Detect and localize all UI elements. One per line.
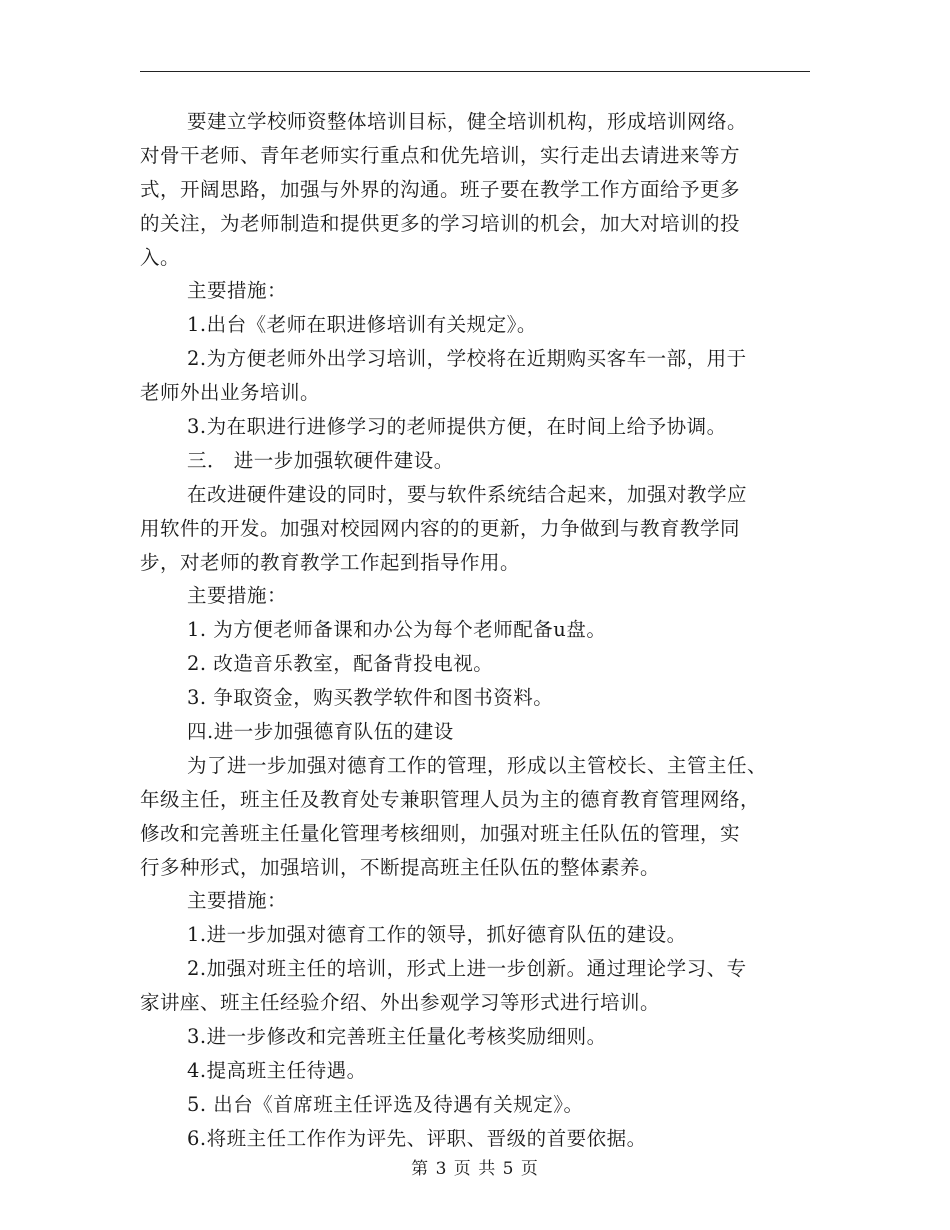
list-item: 3. 争取资金，购买教学软件和图书资料。: [187, 686, 554, 710]
list-item: 2. 改造音乐教室，配备背投电视。: [187, 652, 494, 676]
section-label: 主要措施：: [187, 889, 288, 913]
paragraph-line: 用软件的开发。加强对校园网内容的的更新，力争做到与教育教学同: [140, 516, 741, 540]
paragraph-line: 修改和完善班主任量化管理考核细则，加强对班主任队伍的管理，实: [140, 821, 741, 845]
paragraph-line: 要建立学校师资整体培训目标，健全培训机构，形成培训网络。: [187, 110, 748, 133]
section-heading: 四.进一步加强德育队伍的建设: [187, 720, 454, 744]
paragraph-line: 的关注，为老师制造和提供更多的学习培训的机会，加大对培训的投: [140, 211, 741, 235]
section-heading: 三． 进一步加强软硬件建设。: [187, 448, 454, 472]
paragraph-line: 为了进一步加强对德育工作的管理，形成以主管校长、主管主任、: [187, 753, 768, 777]
list-item: 5. 出台《首席班主任评选及待遇有关规定》。: [187, 1092, 584, 1116]
header-rule: [140, 71, 810, 72]
paragraph-line: 入。: [140, 245, 181, 269]
paragraph-line: 步，对老师的教育教学工作起到指导作用。: [140, 550, 521, 574]
list-item: 1. 为方便老师备课和办公为每个老师配备u盘。: [187, 618, 607, 642]
list-item-continuation: 老师外出业务培训。: [140, 381, 321, 405]
paragraph-line: 式，开阔思路，加强与外界的沟通。班子要在教学工作方面给予更多: [140, 177, 741, 201]
list-item: 3.为在职进行进修学习的老师提供方便，在时间上给予协调。: [187, 415, 727, 439]
list-item: 3.进一步修改和完善班主任量化考核奖励细则。: [187, 1025, 607, 1049]
list-item: 2.加强对班主任的培训，形式上进一步创新。通过理论学习、专: [187, 957, 747, 981]
paragraph-line: 年级主任，班主任及教育处专兼职管理人员为主的德育教育管理网络，: [140, 787, 761, 811]
list-item: 4.提高班主任待遇。: [187, 1058, 367, 1082]
list-item: 2.为方便老师外出学习培训，学校将在近期购买客车一部，用于: [187, 347, 747, 371]
section-label: 主要措施：: [187, 584, 288, 608]
paragraph-line: 对骨干老师、青年老师实行重点和优先培训，实行走出去请进来等方: [140, 143, 741, 167]
page-footer: 第 3 页 共 5 页: [411, 1159, 539, 1179]
list-item-continuation: 家讲座、班主任经验介绍、外出参观学习等形式进行培训。: [140, 991, 661, 1015]
list-item: 1.进一步加强对德育工作的领导，抓好德育队伍的建设。: [187, 923, 687, 947]
body-text: [140, 105, 820, 1156]
list-item: 6.将班主任工作作为评先、评职、晋级的首要依据。: [187, 1126, 647, 1150]
paragraph-line: 行多种形式，加强培训，不断提高班主任队伍的整体素养。: [140, 855, 661, 879]
list-item: 1.出台《老师在职进修培训有关规定》。: [187, 313, 537, 337]
section-label: 主要措施：: [187, 279, 288, 303]
paragraph-line: 在改进硬件建设的同时，要与软件系统结合起来，加强对教学应: [187, 482, 748, 506]
